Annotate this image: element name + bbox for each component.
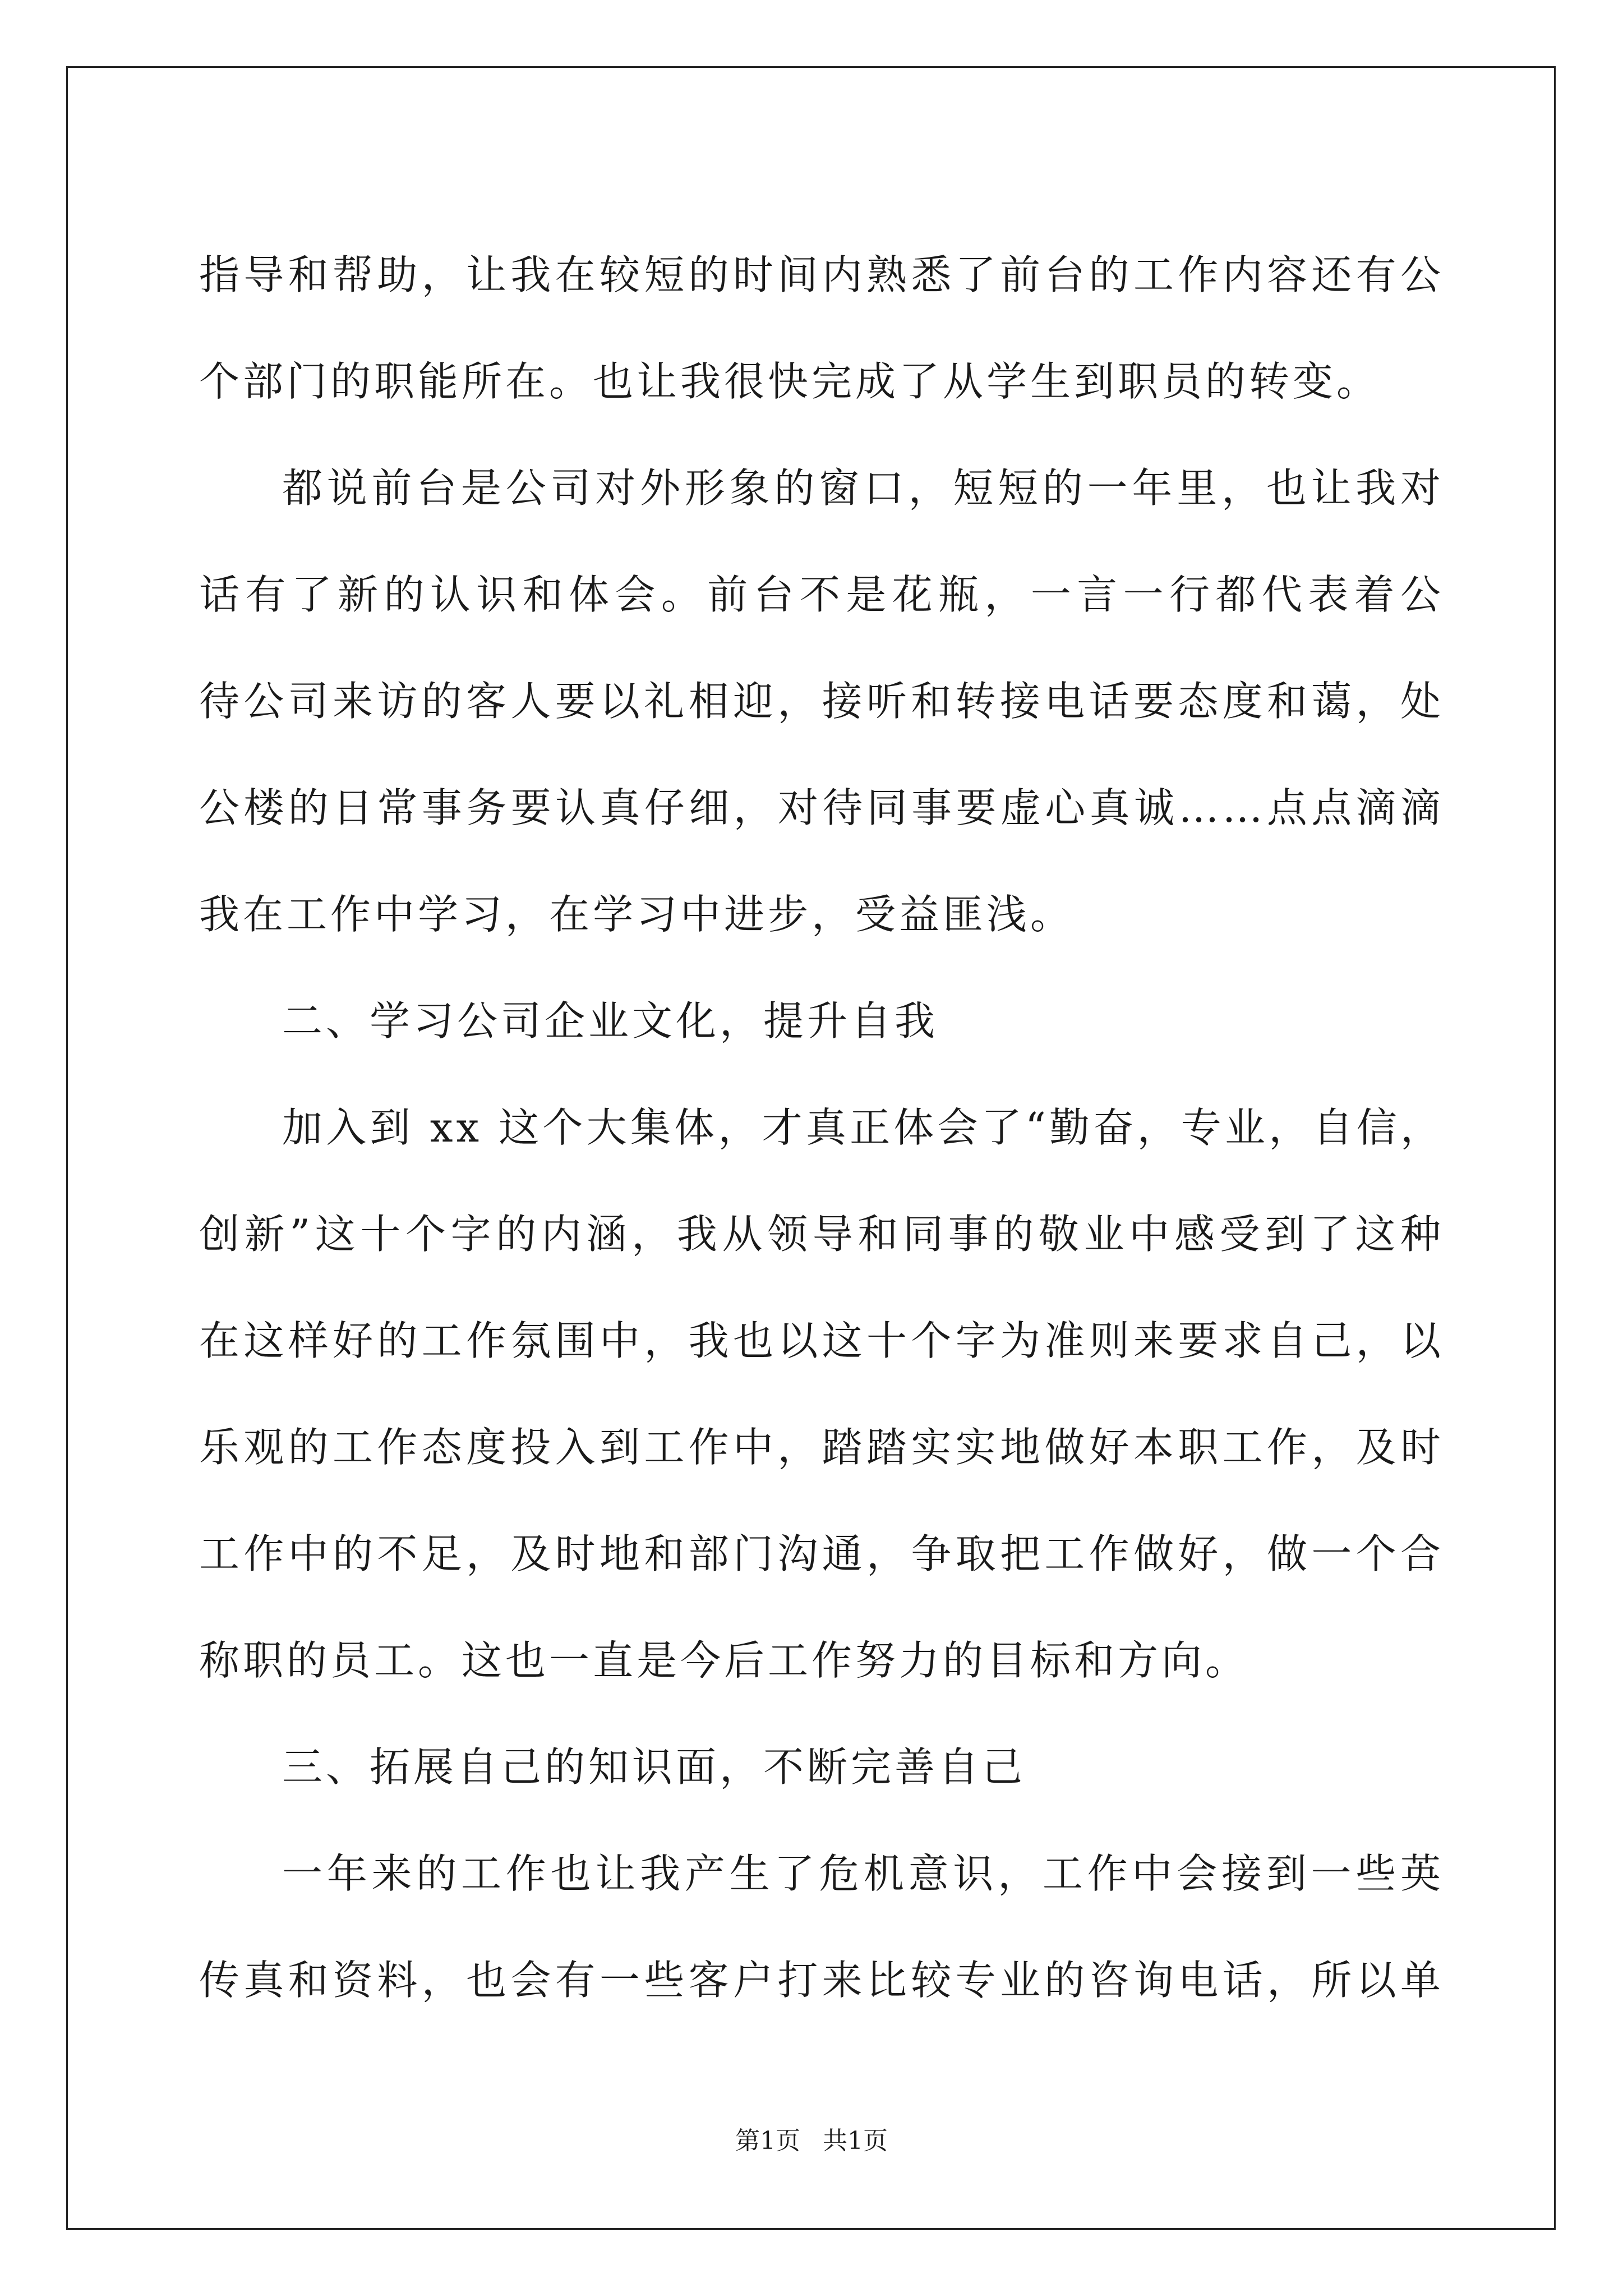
text-line: 都说前台是公司对外形象的窗口，短短的一年里，也让我对 (282, 464, 1444, 512)
text-line: 在这样好的工作氛围中，我也以这十个字为准则来要求自己，以 (199, 1317, 1444, 1364)
text-line: 一年来的工作也让我产生了危机意识，工作中会接到一些英 (282, 1850, 1444, 1897)
text-line: 创新”这十个字的内涵，我从领导和同事的敬业中感受到了这种 (199, 1211, 1444, 1258)
text-line: 公楼的日常事务要认真仔细，对待同事要虚心真诚……点点滴滴 (199, 784, 1444, 831)
text-line: 个部门的职能所在。也让我很快完成了从学生到职员的转变。 (199, 358, 1381, 405)
text-line: 称职的员工。这也一直是今后工作努力的目标和方向。 (199, 1637, 1249, 1684)
page-footer (0, 2120, 1623, 2156)
text-line: 工作中的不足，及时地和部门沟通，争取把工作做好，做一个合 (199, 1530, 1444, 1577)
text-line: 待公司来访的客人要以礼相迎，接听和转接电话要态度和蔼，处 (199, 678, 1444, 725)
page-total: 共1页 (823, 2127, 888, 2155)
text-line: 话有了新的认识和体会。前台不是花瓶，一言一行都代表着公 (199, 571, 1444, 618)
section-heading: 二、学习公司企业文化，提升自我 (282, 997, 939, 1045)
section-heading: 三、拓展自己的知识面，不断完善自己 (282, 1743, 1026, 1791)
page-number: 第1页 (735, 2127, 800, 2155)
text-line: 我在工作中学习，在学习中进步，受益匪浅。 (199, 891, 1075, 938)
text-line: 乐观的工作态度投入到工作中，踏踏实实地做好本职工作，及时 (199, 1424, 1444, 1471)
text-line: 指导和帮助，让我在较短的时间内熟悉了前台的工作内容还有公 (199, 251, 1444, 298)
text-line: 传真和资料，也会有一些客户打来比较专业的咨询电话，所以单 (199, 1957, 1444, 2004)
text-line: 加入到 xx 这个大集体，才真正体会了“勤奋，专业，自信， (282, 1104, 1444, 1151)
document-body (199, 222, 1444, 2033)
